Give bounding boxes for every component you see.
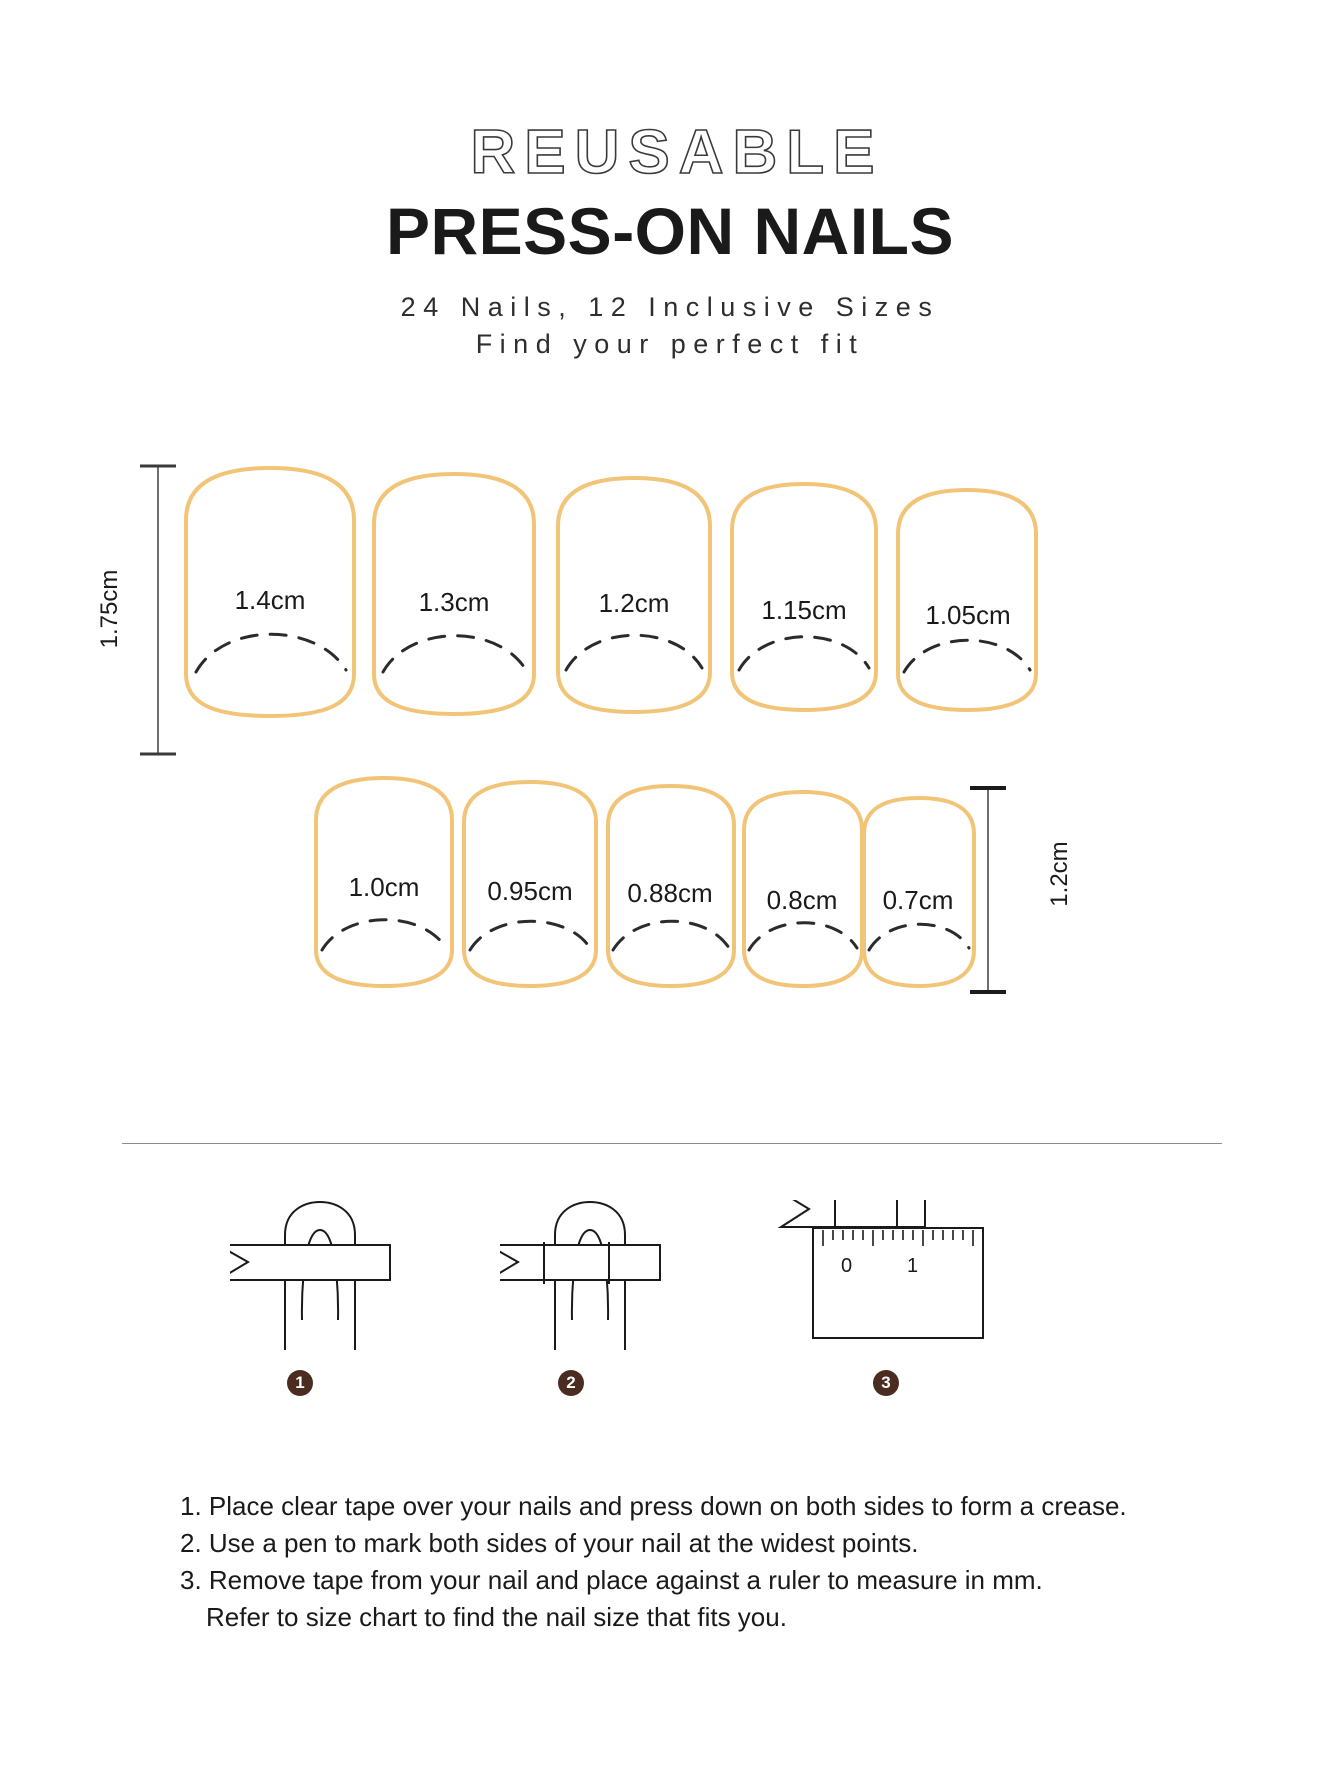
subtitle-nail-count: 24 Nails, 12 Inclusive Sizes <box>400 292 940 323</box>
step-3-badge: 3 <box>873 1370 899 1396</box>
section-divider <box>122 1143 1222 1144</box>
height-label-bottom-row: 1.2cm <box>1046 841 1073 907</box>
ruler-tick-1-text: 1 <box>907 1255 919 1277</box>
nail-size-label-4: 1.15cm <box>761 595 847 625</box>
nail-size-chart <box>0 430 1340 1020</box>
height-dimension-bottom-arrow <box>960 780 1016 1000</box>
nail-size-label-9: 0.8cm <box>766 885 838 915</box>
nail-size-label-3: 1.2cm <box>598 588 670 618</box>
step-1-illustration <box>230 1200 430 1392</box>
instruction-1: 1. Place clear tape over your nails and press down on both sides to form a crease. <box>180 1491 1127 1521</box>
height-label-top-row: 1.75cm <box>96 569 123 649</box>
instruction-3-continued: Refer to size chart to find the nail size that fits you. <box>206 1601 787 1632</box>
step-3-illustration <box>775 1200 1005 1392</box>
header <box>0 120 1340 360</box>
nail-size-label-6: 1.0cm <box>348 872 420 902</box>
step-2-badge: 2 <box>558 1370 584 1396</box>
nail-size-label-1: 1.4cm <box>234 585 306 615</box>
nail-size-label-2: 1.3cm <box>418 587 490 617</box>
ruler-tick-0-text: 0 <box>841 1255 853 1277</box>
step-2-illustration <box>500 1200 700 1392</box>
nail-size-label-7: 0.95cm <box>487 876 573 906</box>
step-1-badge: 1 <box>287 1370 313 1396</box>
nail-size-label-10: 0.7cm <box>882 885 954 915</box>
measurement-steps <box>0 1200 1340 1460</box>
instruction-2: 2. Use a pen to mark both sides of your nail at the widest points. <box>180 1527 919 1558</box>
height-dimension-top-arrow <box>128 460 188 760</box>
page-title: PRESS-ON NAILS <box>385 194 955 269</box>
subtitle-tagline: Find your perfect fit <box>475 329 865 360</box>
instructions-list <box>180 1488 1200 1636</box>
nail-size-label-8: 0.88cm <box>627 878 713 908</box>
nail-size-label-5: 1.05cm <box>925 600 1011 630</box>
instruction-3: 3. Remove tape from your nail and place against a ruler to measure in mm. <box>180 1564 1043 1595</box>
outline-title: REUSABLE <box>470 118 884 187</box>
